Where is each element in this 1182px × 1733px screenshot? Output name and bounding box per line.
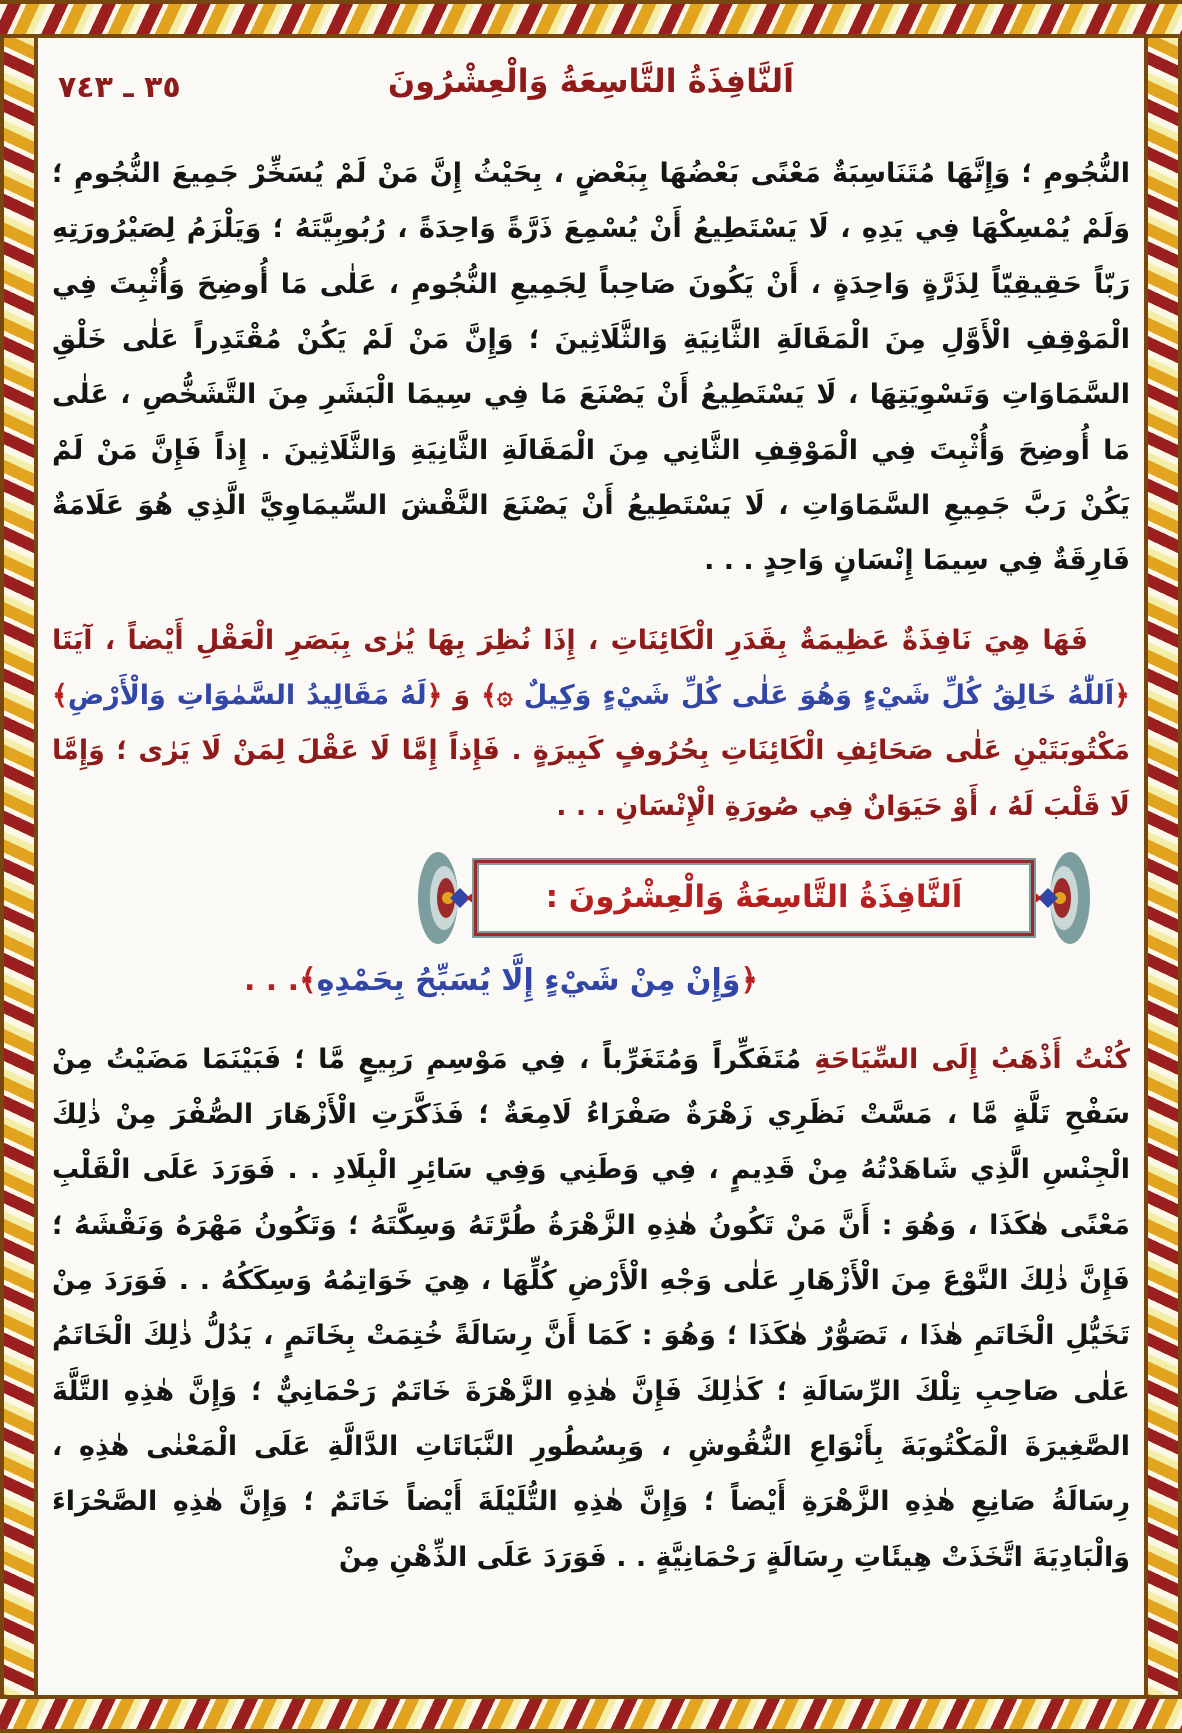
section-verse xyxy=(52,950,950,1012)
quran-verse-allah-khaliq: اَللّٰهُ خَالِقُ كُلِّ شَيْءٍ وَهُوَ عَلٰى كُلِّ شَيْءٍ وَكِيلٌ xyxy=(512,680,1115,712)
running-head-title: اَلنَّافِذَةُ التَّاسِعَةُ وَالْعِشْرُونَ xyxy=(387,62,795,100)
page-header xyxy=(52,56,1130,120)
page-content xyxy=(52,38,1130,1695)
verse-conjunction: وَ xyxy=(442,680,482,712)
frame-border-top xyxy=(0,0,1182,38)
paragraph-continuation: النُّجُومِ ؛ وَإِنَّهَا مُتَنَاسِبَةٌ مَعْنًى بَعْضُهَا بِبَعْضٍ ، بِحَيْثُ إِنَّ مَنْ لَمْ يُسَخِّرْ جَمِيعَ النُّجُومِ ؛ وَلَمْ يُمْسِكْهَا فِي يَدِهِ ، لَا يَسْتَطِيعُ أَنْ يُسْمِعَ ذَرَّةً وَاحِدَةً ، رُبُوبِيَّتَهُ ؛ وَيَلْزَمُ لِصَيْرُورَتِهِ رَبّاً حَقِيقِيّاً لِذَرَّةٍ وَاحِدَةٍ ، أَنْ يَكُونَ صَاحِباً لِجَمِيعِ النُّجُومِ ، عَلٰى مَا أُوضِحَ وَأُثْبِتَ فِي الْمَوْقِفِ الْأَوَّلِ مِنَ الْمَقَالَةِ الثَّانِيَةِ وَالثَّلَاثِينَ ؛ وَإِنَّ مَنْ لَمْ يَكُنْ مُقْتَدِراً عَلٰى خَلْقِ السَّمَاوَاتِ وَتَسْوِيَتِهَا ، لَا يَسْتَطِيعُ أَنْ يَصْنَعَ مَا فِي سِيمَا الْبَشَرِ مِنَ التَّشَخُّصِ ، عَلٰى مَا أُوضِحَ وَأُثْبِتَ فِي الْمَوْقِفِ الثَّانِي مِنَ الْمَقَالَةِ الثَّانِيَةِ وَالثَّلَاثِينَ . إِذاً فَإِنَّ مَنْ لَمْ يَكُنْ رَبَّ جَمِيعِ السَّمَاوَاتِ ، لَا يَسْتَطِيعُ أَنْ يَصْنَعَ النَّقْشَ السِّيمَاوِيَّ الَّذِي هُوَ عَلَامَةٌ فَارِقَةٌ فِي سِيمَا إِنْسَانٍ وَاحِدٍ . . . xyxy=(52,158,1130,577)
frame-border-right xyxy=(1144,0,1182,1733)
narrative-wrap xyxy=(52,1044,1130,1573)
section-title-box xyxy=(474,860,1034,936)
quran-verse-lahu-maqalid: لَهُ مَقَالِيدُ السَّمٰوَاتِ وَالْأَرْضِ xyxy=(67,680,427,712)
reflection-intro: فَهَا هِيَ نَافِذَةٌ عَظِيمَةٌ بِقَدَرِ الْكَائِنَاتِ ، إِذَا نُظِرَ بِهَا يُرٰى بِبَصَرِ الْعَقْلِ أَيْضاً ، آيَتَا xyxy=(52,624,1088,656)
section-title: اَلنَّافِذَةُ التَّاسِعَةُ وَالْعِشْرُونَ : xyxy=(545,879,963,916)
ornate-bracket-close-icon: ﴾ xyxy=(481,680,497,712)
narrative-lead: كُنْتُ أَذْهَبُ إِلَى السِّيَاحَةِ xyxy=(801,1043,1130,1075)
frame-border-left xyxy=(0,0,38,1733)
frame-border-bottom xyxy=(0,1695,1182,1733)
narrative-body: مُتَفَكِّراً وَمُتَغَرِّباً ، فِي مَوْسِمِ رَبِيعٍ مَّا ؛ فَبَيْنَمَا مَضَيْتُ مِنْ سَفْحِ تَلَّةٍ مَّا ، مَسَّتْ نَظَرِي زَهْرَةٌ صَفْرَاءُ لَامِعَةٌ ؛ فَذَكَّرَتِ الْأَزْهَارَ الصُّفْرَ مِنْ ذٰلِكَ الْجِنْسِ الَّذِي شَاهَدْتُهُ مِنْ قَدِيمٍ ، فِي وَطَنِي وَفِي سَائِرِ الْبِلَادِ . . فَوَرَدَ عَلَى الْقَلْبِ مَعْنًى هٰكَذَا ، وَهُوَ : أَنَّ مَنْ تَكُونُ هٰذِهِ الزَّهْرَةُ طُرَّتَهُ وَسِكَّتَهُ ؛ وَتَكُونُ مَهْرَهُ وَنَقْشَهُ ؛ فَإِنَّ ذٰلِكَ النَّوْعَ مِنَ الْأَزْهَارِ عَلٰى وَجْهِ الْأَرْضِ كُلِّهَا ، هِيَ خَوَاتِمُهُ وَسِكَكُهُ . . فَوَرَدَ مِنْ تَخَيُّلِ الْخَاتَمِ هٰذَا ، تَصَوُّرٌ هٰكَذَا ؛ وَهُوَ : كَمَا أَنَّ رِسَالَةً خُتِمَتْ بِخَاتَمٍ ، يَدُلُّ ذٰلِكَ الْخَاتَمُ عَلٰى صَاحِبِ تِلْكَ الرِّسَالَةِ ؛ كَذٰلِكَ فَإِنَّ هٰذِهِ الزَّهْرَةَ خَاتَمٌ رَحْمَانِيٌّ ؛ وَإِنَّ هٰذِهِ التَّلَّةَ الصَّغِيرَةَ الْمَكْتُوبَةَ بِأَنْوَاعِ النُّقُوشِ ، وَبِسُطُورِ النَّبَاتَاتِ الدَّالَّةِ عَلَى الْمَعْنٰى هٰذِهِ ، رِسَالَةُ صَانِعِ هٰذِهِ الزَّهْرَةِ أَيْضاً ؛ وَإِنَّ هٰذِهِ التُّلَيْلَةَ أَيْضاً خَاتَمٌ ؛ وَإِنَّ هٰذِهِ الصَّحْرَاءَ وَالْبَادِيَةَ اتَّخَذَتْ هِيئَاتِ رِسَالَةٍ رَحْمَانِيَّةٍ . . فَوَرَدَ عَلَى الذِّهْنِ مِنْ xyxy=(52,1043,1130,1573)
page-number: ٣٥ ـ ٧٤٣ xyxy=(58,70,181,105)
trailing-dots: . . . xyxy=(243,963,300,999)
ayah-rosette-icon: ۞ xyxy=(496,680,513,712)
ornate-bracket-close-icon: ﴾ xyxy=(52,680,68,712)
ornate-bracket-close-icon: ﴾ xyxy=(299,963,317,999)
section-title-cartouche xyxy=(474,860,1034,936)
ornate-bracket-open-icon: ﴿ xyxy=(1114,680,1130,712)
ornate-bracket-open-icon: ﴿ xyxy=(740,963,759,999)
quran-verse-tasbih: وَإِنْ مِنْ شَيْءٍ إِلَّا يُسَبِّحُ بِحَمْدِهِ xyxy=(316,963,741,999)
paragraph-reflection xyxy=(52,613,1130,834)
reflection-outro: مَكْتُوبَتَيْنِ عَلٰى صَحَائِفِ الْكَائِنَاتِ بِحُرُوفٍ كَبِيرَةٍ . فَإِذاً إِمَّا لَا عَقْلَ لِمَنْ لَا يَرٰى ؛ وَإِمَّا لَا قَلْبَ لَهُ ، أَوْ حَيَوَانٌ فِي صُورَةِ الْإِنْسَانِ . . . xyxy=(52,735,1130,822)
ornate-bracket-open-icon: ﴿ xyxy=(426,680,443,712)
paragraph-narrative xyxy=(52,1032,1130,1585)
